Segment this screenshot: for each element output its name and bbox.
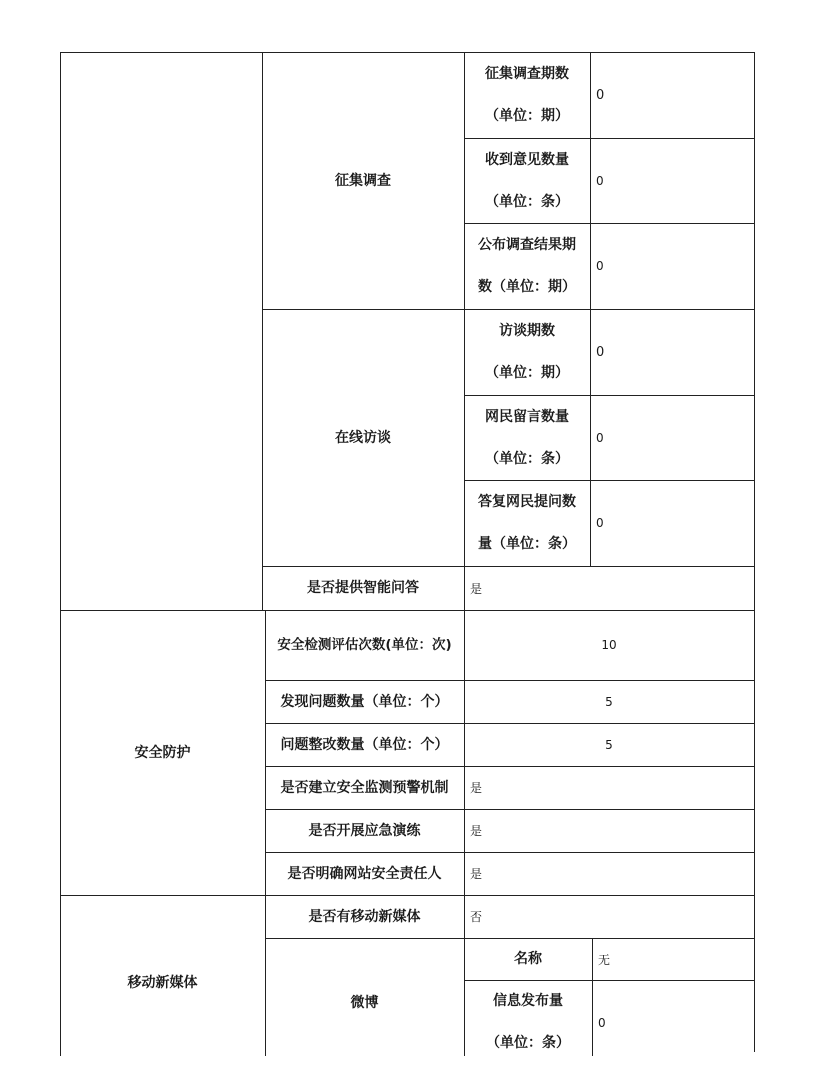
mobile-media-label: 移动新媒体 [127,974,198,991]
collection-item-value: 0 [596,259,604,273]
security-row-value: 5 [605,694,613,709]
interview-item-label: 访谈期数 （单位：期） [485,323,569,381]
security-row-label: 是否开展应急演练 [308,822,421,839]
collection-item-value: 0 [596,87,605,103]
interview-item-value: 0 [596,344,605,360]
interview-item-value: 0 [596,430,604,445]
collection-item-label: 征集调查期数 （单位：期） [485,66,569,124]
weibo-name-label: 名称 [514,951,542,967]
weibo-name-value: 无 [598,952,611,967]
interview-item-label: 网民留言数量 （单位：条） [485,408,569,467]
weibo-posts-label: 信息发布量 （单位：条） [486,993,570,1051]
security-row-label: 问题整改数量（单位：个） [280,736,449,753]
security-row-value: 是 [470,781,483,795]
security-row-value: 10 [601,638,617,652]
collection-item-label: 收到意见数量 （单位：条） [485,151,569,210]
collection-label: 征集调查 [335,172,391,189]
interview-label: 在线访谈 [335,429,391,446]
smart-qa-value: 是 [470,581,483,596]
interview-item-value: 0 [596,516,604,530]
smart-qa-label: 是否提供智能问答 [307,580,419,596]
security-row-value: 5 [605,737,613,752]
collection-item-label: 公布调查结果期 数（单位：期） [478,237,576,295]
weibo-posts-value: 0 [598,1016,606,1030]
security-label: 安全防护 [134,744,191,761]
has-mobile-media-label: 是否有移动新媒体 [308,908,421,925]
security-row-value: 是 [470,824,483,838]
security-row-value: 是 [470,867,483,881]
interview-item-label: 答复网民提问数 量（单位：条） [478,494,576,552]
security-row-label: 是否建立安全监测预警机制 [280,779,449,796]
collection-item-value: 0 [596,173,604,188]
security-row-label: 发现问题数量（单位：个） [280,693,449,710]
security-row-label: 是否明确网站安全责任人 [287,865,442,882]
security-row-label: 安全检测评估次数(单位：次) [277,637,452,653]
has-mobile-media-value: 否 [470,910,483,924]
weibo-label: 微博 [350,995,379,1011]
